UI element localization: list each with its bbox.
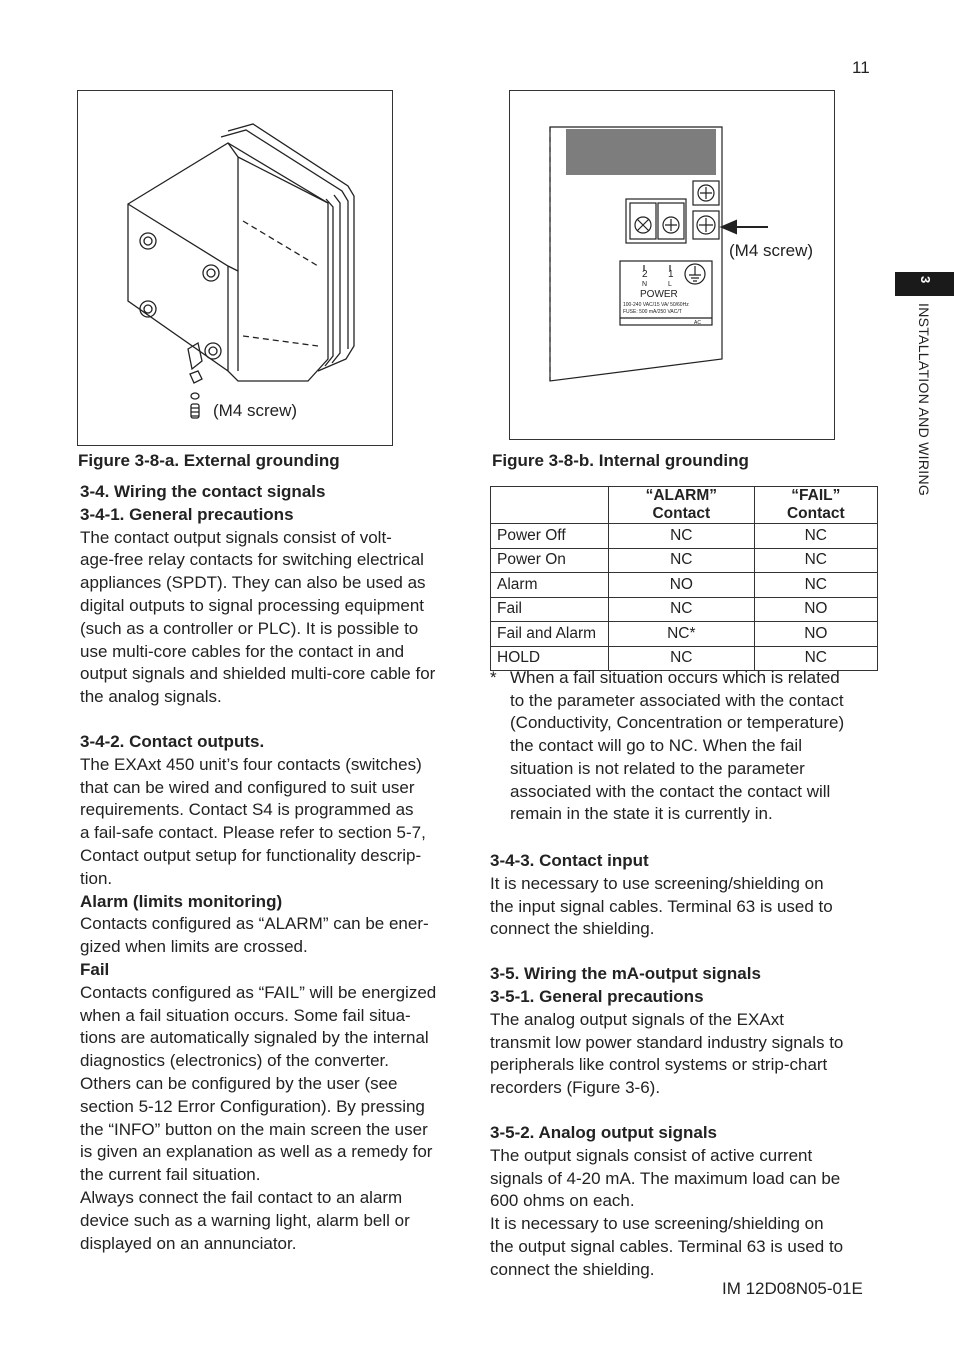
table-cell: NC bbox=[609, 597, 755, 622]
subsection-heading: 3-4-2. Contact outputs. bbox=[80, 731, 265, 751]
table-cell: Fail and Alarm bbox=[491, 622, 609, 647]
section-heading: 3-4. Wiring the contact signals bbox=[80, 482, 326, 501]
table-footnote: * When a fail situation occurs which is related to the parameter associated with the contact (Conductivity, Concentration or temperature) the contact will go to NC. When the fail situation is not related to the parameter associated with the contact the contact will remain in the state it is currently in. bbox=[490, 668, 845, 824]
table-cell: NO bbox=[754, 622, 877, 647]
page-number: 11 bbox=[852, 58, 870, 77]
alarm-heading: Alarm (limits monitoring) bbox=[80, 891, 283, 911]
table-header-cell: “ALARM” Contact bbox=[609, 487, 755, 524]
table-row bbox=[491, 573, 878, 598]
figure-external-grounding bbox=[77, 90, 393, 446]
table-cell: NC bbox=[754, 573, 877, 598]
terminal-l-label: L bbox=[668, 281, 672, 288]
table-row bbox=[491, 622, 878, 647]
contact-input-paragraph: It is necessary to use screening/shielding on the input signal cables. Terminal 63 is used to connect the shielding. bbox=[490, 873, 833, 939]
table-header-cell: “FAIL” Contact bbox=[754, 487, 877, 524]
left-column bbox=[80, 481, 465, 1255]
table-cell: Power Off bbox=[491, 524, 609, 549]
internal-grounding-drawing bbox=[510, 91, 834, 439]
analog-output-paragraph: The output signals consist of active current signals of 4-20 mA. The maximum load can be 600 ohms on each. It is necessary to use screening/shielding on the output signal cables. Terminal 63 is used to connect the shielding. bbox=[490, 1145, 844, 1279]
terminal-n-label: N bbox=[642, 281, 648, 288]
chapter-number: 3 bbox=[918, 276, 933, 284]
table-cell: NC bbox=[754, 646, 877, 671]
right-column bbox=[490, 850, 880, 1282]
ac-label: AC bbox=[694, 320, 701, 326]
fail-heading: Fail bbox=[80, 959, 110, 979]
ma-precautions-paragraph: The analog output signals of the EXAxt transmit low power standard industry signals to peripherals like control systems or strip-chart recorders (Figure 3-6). bbox=[490, 1009, 844, 1098]
terminal-2-label: 2 bbox=[642, 269, 648, 280]
table-cell: NC bbox=[609, 524, 755, 549]
table-cell: NC bbox=[754, 524, 877, 549]
power-label: POWER bbox=[640, 289, 678, 300]
alarm-paragraph: Contacts configured as “ALARM” can be ener- gized when limits are crossed. bbox=[80, 914, 429, 957]
power-spec-label: 100-240 VAC/15 VA/ 50/60Hz bbox=[623, 302, 689, 308]
table-row bbox=[491, 597, 878, 622]
subsection-heading: 3-5-1. General precautions bbox=[490, 986, 704, 1006]
terminal-1-label: 1 bbox=[668, 269, 674, 280]
figure-b-caption: Figure 3-8-b. Internal grounding bbox=[492, 451, 749, 470]
table-cell: NO bbox=[609, 573, 755, 598]
table-cell: Fail bbox=[491, 597, 609, 622]
fail-paragraph: Contacts configured as “FAIL” will be energized when a fail situation occurs. Some fail situa- tions are automatically signaled by the internal diagnostics (electronics) of the converter. Others can be configured by the user (see section 5-12 Error Configuration). By pressing the “INFO” button on the main screen the user is given an explanation as well as a remedy for the current fail situation. Always connect the fail contact to an alarm device such as a warning light, alarm bell or displayed on an annunciator. bbox=[80, 982, 437, 1253]
figure-internal-grounding bbox=[509, 90, 835, 440]
contact-outputs-paragraph: The EXAxt 450 unit’s four contacts (switches) that can be wired and configured to suit user requirements. Contact S4 is programmed as a fail-safe contact. Please refer to section 5-7, Contact output setup for functionality descrip- tion. bbox=[80, 754, 426, 888]
table-cell: NC* bbox=[609, 622, 755, 647]
fuse-spec-label: FUSE: 500 mA/250 VAC/T bbox=[623, 309, 682, 315]
contact-state-table bbox=[490, 486, 878, 671]
subsection-heading: 3-5-2. Analog output signals bbox=[490, 1122, 717, 1142]
general-precautions-paragraph: The contact output signals consist of volt- age-free relay contacts for switching electrical appliances (SPDT). They can also be used as digital outputs to signal processing equipment (such as a controller or PLC). It is possible to use multi-core cables for the contact in and output signals and shielded multi-core cable for the analog signals. bbox=[80, 527, 436, 707]
document-id: IM 12D08N05-01E bbox=[722, 1279, 863, 1298]
footnote-asterisk: * bbox=[490, 668, 497, 687]
table-cell: NC bbox=[609, 548, 755, 573]
table-cell: NO bbox=[754, 597, 877, 622]
section-heading: 3-5. Wiring the mA-output signals bbox=[490, 964, 761, 984]
table-cell: Alarm bbox=[491, 573, 609, 598]
figure-a-caption: Figure 3-8-a. External grounding bbox=[78, 451, 340, 470]
m4-screw-label-b: (M4 screw) bbox=[729, 241, 814, 260]
subsection-heading: 3-4-1. General precautions bbox=[80, 504, 294, 524]
chapter-title: INSTALLATION AND WIRING bbox=[916, 303, 932, 497]
m4-screw-label-a: (M4 screw) bbox=[213, 401, 298, 420]
table-row bbox=[491, 548, 878, 573]
table-cell: HOLD bbox=[491, 646, 609, 671]
table-cell: NC bbox=[609, 646, 755, 671]
table-cell: NC bbox=[754, 548, 877, 573]
table-header-row bbox=[491, 487, 878, 524]
external-grounding-drawing bbox=[78, 91, 392, 445]
table-cell: Power On bbox=[491, 548, 609, 573]
table-header-cell bbox=[491, 487, 609, 524]
table-row bbox=[491, 524, 878, 549]
subsection-heading: 3-4-3. Contact input bbox=[490, 851, 649, 870]
